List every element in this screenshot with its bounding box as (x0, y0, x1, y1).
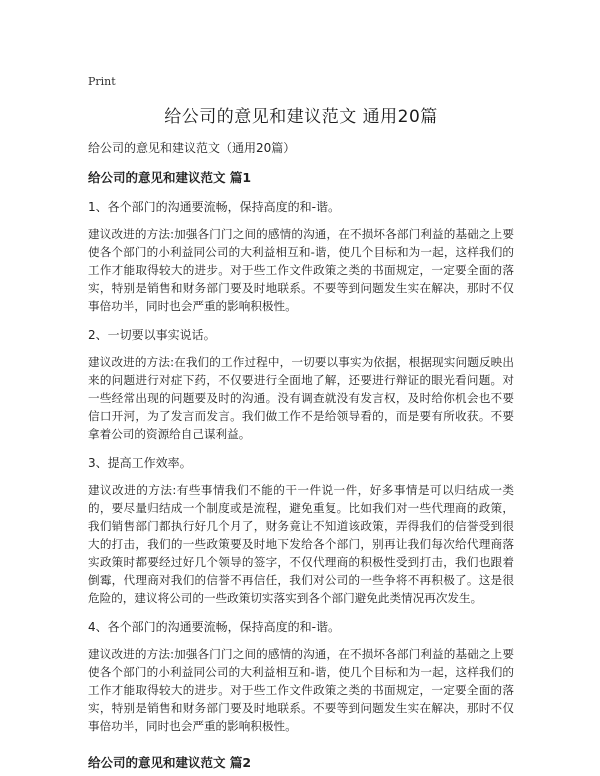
item-body-2: 建议改进的方法:在我们的工作过程中，一切要以事实为依据，根据现实问题反映出来的问题进行对症下药，不仅要进行全面地了解，还要进行辩证的眼光看问题。对一些经常出现的问题要及时的沟通。没有调查就没有发言权，及时给你机会也不要信口开河，为了发言而发言。我们做工作不是给领导看的，而是要有所收获。不要拿着公司的资源给自己谋利益。 (88, 355, 514, 441)
document-subtitle: 给公司的意见和建议范文（通用20篇） (88, 141, 296, 155)
item-heading-1: 1、各个部门的沟通要流畅，保持高度的和-谐。 (88, 200, 340, 214)
document-title: 给公司的意见和建议范文 通用20篇 (164, 107, 438, 127)
section-heading-2: 给公司的意见和建议范文 篇2 (88, 755, 252, 770)
item-body-3: 建议改进的方法:有些事情我们不能的干一件说一件，好多事情是可以归结成一类的，要尽量归结成一个制度或是流程，避免重复。比如我们对一些代理商的政策，我们销售部门都执行好几个月了，财务竟让不知道该政策，弄得我们的信誉受到很大的打击，我们的一些政策要及时地下发给各个部门，别再让我们每次给代理商落实政策时都要经过好几个领导的签字，不仅代理商的积极性受到打击，我们也跟着倒霉，代理商对我们的信誉不再信任，我们对公司的一些争将不再积极了。这是很危险的，建议将公司的一些政策切实落实到各个部门避免此类情况再次发生。 (88, 483, 514, 605)
section-heading-1: 给公司的意见和建议范文 篇1 (88, 170, 252, 185)
item-body-1: 建议改进的方法:加强各门门之间的感情的沟通，在不损坏各部门利益的基础之上要使各个部门的小利益同公司的大利益相互和-谐，使几个目标和为一起，这样我们的工作才能取得较大的进步。对于些工作文件政策之类的书面规定，一定要全面的落实，特别是销售和财务部门要及时地联系。不要等到问题发生实在解决，那时不仅事倍功半，同时也会严重的影响积极性。 (88, 227, 514, 313)
item-body-4: 建议改进的方法:加强各门门之间的感情的沟通，在不损坏各部门利益的基础之上要使各个部门的小利益同公司的大利益相互和-谐，使几个目标和为一起，这样我们的工作才能取得较大的进步。对于些工作文件政策之类的书面规定，一定要全面的落实，特别是销售和财务部门要及时地联系。不要等到问题发生实在解决，那时不仅事倍功半，同时也会严重的影响积极性。 (88, 647, 514, 733)
item-heading-4: 4、各个部门的沟通要流畅，保持高度的和-谐。 (88, 620, 340, 634)
item-heading-2: 2、一切要以事实说话。 (88, 328, 216, 342)
print-link[interactable]: Print (88, 75, 116, 88)
item-heading-3: 3、提高工作效率。 (88, 456, 192, 470)
